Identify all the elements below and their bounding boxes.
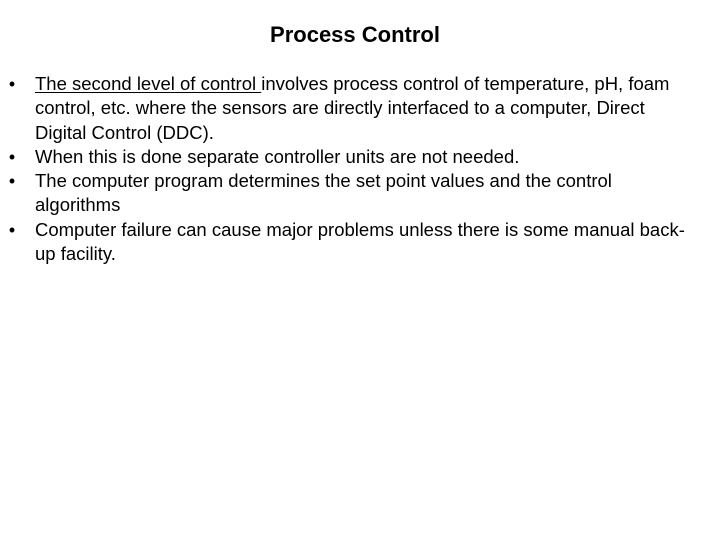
bullet-item <box>6 218 696 267</box>
bullet-dot: • <box>8 146 16 167</box>
bullet-text: The computer program determines the set point values and the control algorithms <box>35 170 612 216</box>
underlined-phrase: The second level of control <box>35 73 262 94</box>
bullet-item <box>6 145 696 169</box>
bullet-dot: • <box>8 171 16 192</box>
bullet-text: involves process control of temperature, pH, foam control, etc. where the sensors are directly interfaced to a computer, Direct Digital Control (DDC). <box>35 73 670 143</box>
slide-title: Process Control <box>270 22 440 47</box>
bullet-dot: • <box>8 219 16 240</box>
bullet-list <box>6 72 696 266</box>
bullet-item <box>6 72 696 145</box>
bullet-item <box>6 169 696 218</box>
bullet-text: Computer failure can cause major problems unless there is some manual back-up facility. <box>35 218 685 265</box>
bullet-dot: • <box>8 74 16 94</box>
bullet-text: When this is done separate controller units are not needed. <box>35 145 520 167</box>
